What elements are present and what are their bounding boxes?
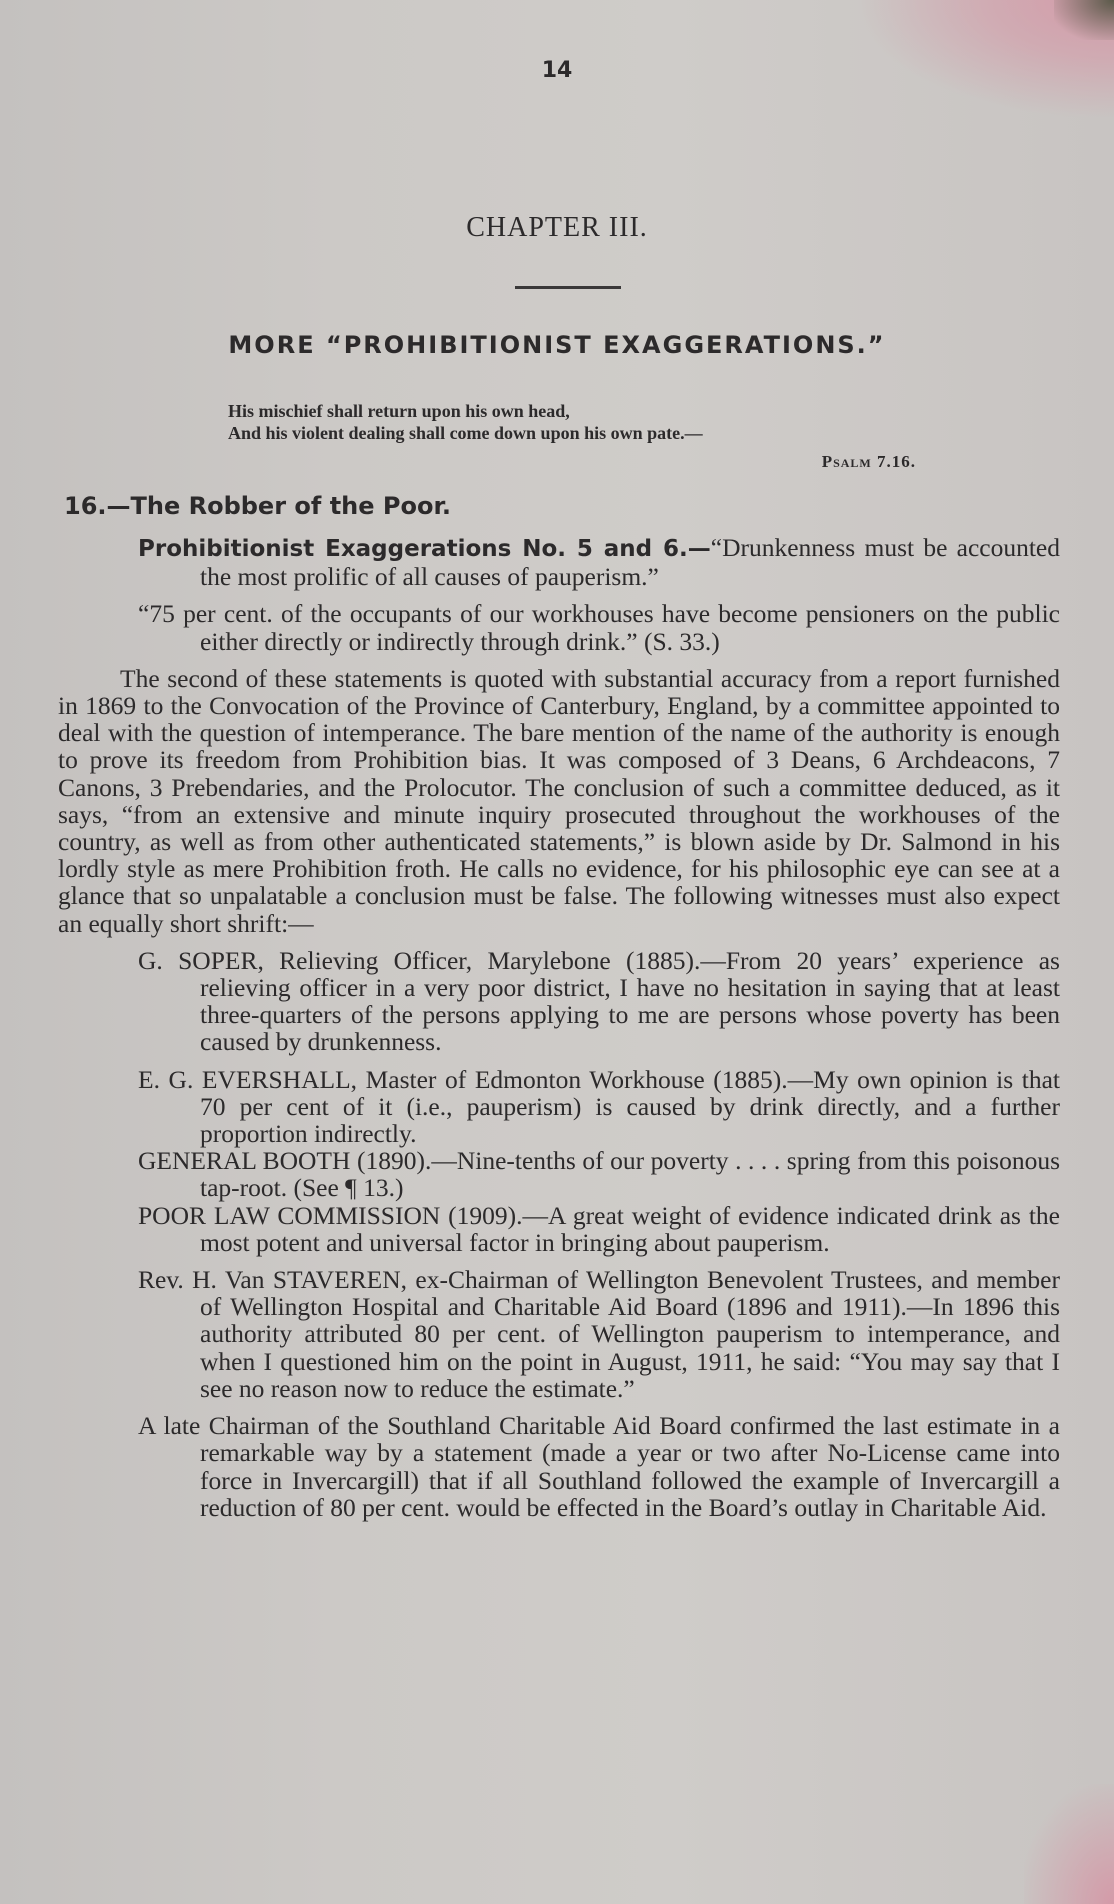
body-text bbox=[58, 534, 1060, 1521]
witness-southland-chairman: A late Chairman of the Southland Charitable Aid Board confirmed the last estimate in a remarkable way by a statement (made a year or two after No-License came into force in Invercargill) that if all Southland followed the example of Invercargill a reduction of 80 per cent. would be effected in the Board’s outlay in Charitable Aid. bbox=[138, 1411, 1060, 1522]
section-title: 16.—The Robber of the Poor. bbox=[64, 492, 451, 520]
witness-soper: G. SOPER, Relieving Officer, Marylebone (1885).—From 20 years’ experience as relieving officer in a very poor district, I have no hesitation in saying that at least three-quarters of the persons applying to me are persons whose poverty has been caused by drunkenness. bbox=[138, 945, 1060, 1057]
quote-1-text: “Drunkenness must be accounted the most prolific of all causes of pauperism.” bbox=[200, 533, 1061, 592]
epigraph bbox=[228, 400, 928, 444]
page-number: 14 bbox=[541, 58, 573, 83]
exaggeration-quote-1 bbox=[58, 534, 1060, 590]
epigraph-line-2: And his violent dealing shall come down upon his own pate.— bbox=[228, 423, 703, 443]
witness-booth: GENERAL BOOTH (1890).—Nine-tenths of our poverty . . . . spring from this poisonous tap-root. (See ¶ 13.) bbox=[138, 1146, 1060, 1203]
exaggerations-label: Prohibitionist Exaggerations No. 5 and 6.— bbox=[138, 536, 711, 562]
chapter-title: CHAPTER III. bbox=[466, 212, 648, 243]
epigraph-line-1: His mischief shall return upon his own head, bbox=[228, 401, 570, 421]
exaggeration-quote-2: “75 per cent. of the occupants of our workhouses have become pensioners on the public either directly or indirectly through drink.” (S. 33.) bbox=[138, 599, 1060, 656]
witness-van-staveren: Rev. H. Van STAVEREN, ex-Chairman of Wellington Benevolent Trustees, and member of Wellington Hospital and Charitable Aid Board (1896 and 1911).—In 1896 this authority attributed 80 per cent. of Wellington pauperism to intemperance, and when I questioned him on the point in August, 1911, he said: “You may say that I see no reason now to reduce the estimate.” bbox=[138, 1265, 1060, 1403]
witness-poor-law-commission: POOR LAW COMMISSION (1909).—A great weight of evidence indicated drink as the most potent and universal factor in bringing about pauperism. bbox=[138, 1200, 1060, 1257]
chapter-divider bbox=[515, 286, 621, 289]
epigraph-reference: Psalm 7.16. bbox=[821, 452, 916, 471]
witness-evershall: E. G. EVERSHALL, Master of Edmonton Workhouse (1885).—My own opinion is that 70 per cent of it (i.e., pauperism) is caused by drink directly, and a further proportion indirectly. bbox=[138, 1064, 1060, 1149]
main-paragraph: The second of these statements is quoted with substantial accuracy from a report furnished in 1869 to the Convocation of the Province of Canterbury, England, by a committee appointed to deal with the question of intemperance. The bare mention of the name of the authority is enough to prove its freedom from Prohibition bias. It was composed of 3 Deans, 6 Archdeacons, 7 Canons, 3 Prebendaries, and the Prolocutor. The conclusion of such a committee deduced, as it says, “from an extensive and minute inquiry prosecuted throughout the workhouses of the country, as well as from other authenticated statements,” is blown aside by Dr. Salmond in his lordly style as mere Prohibition froth. He calls no evidence, for his philosophic eye can see at a glance that so unpalatable a conclusion must be false. The following witnesses must also expect an equally short shrift:— bbox=[58, 663, 1060, 938]
chapter-heading: MORE “PROHIBITIONIST EXAGGERATIONS.” bbox=[228, 331, 886, 359]
corner-shadow bbox=[1054, 0, 1114, 40]
bottom-stain bbox=[1024, 1784, 1114, 1904]
